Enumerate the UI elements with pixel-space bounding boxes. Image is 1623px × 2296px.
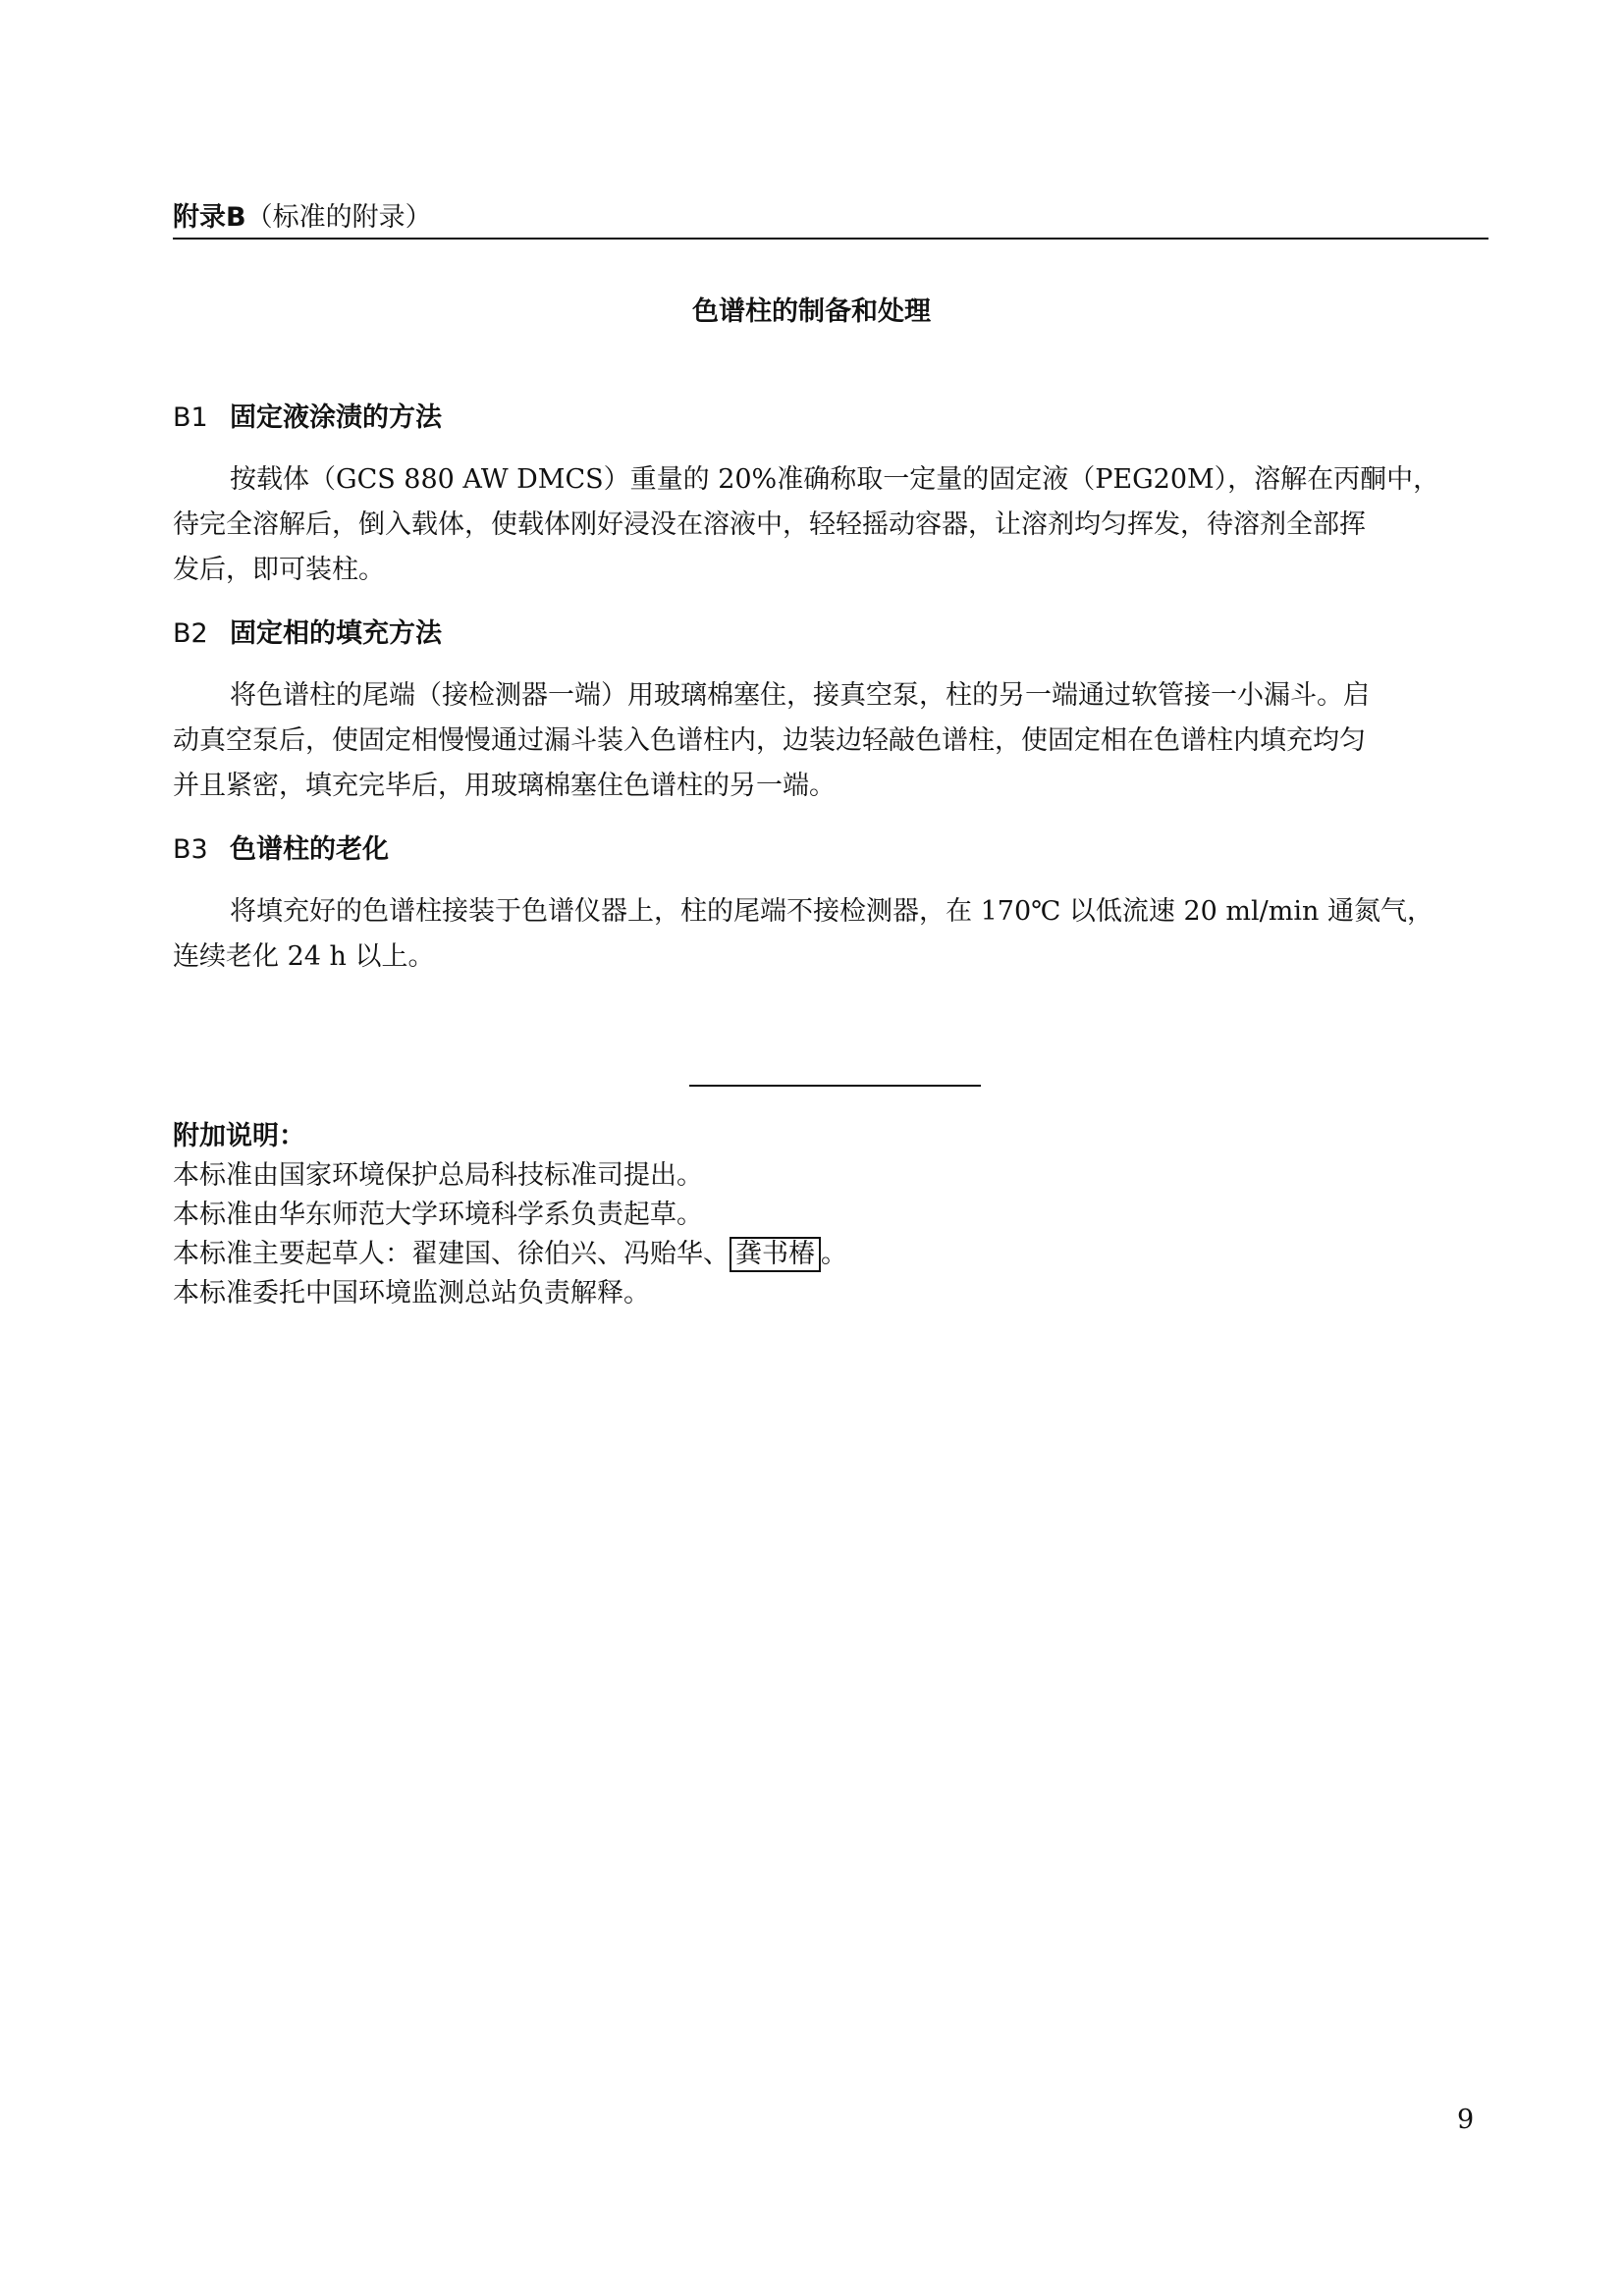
- drafters-text: 本标准主要起草人：翟建国、徐伯兴、冯贻华、: [173, 1239, 730, 1269]
- section-body-b3: [173, 889, 1488, 980]
- note-line: 本标准由华东师范大学环境科学系负责起草。: [173, 1200, 703, 1230]
- appendix-label: 附录B: [173, 202, 246, 233]
- body-line: 并且紧密，填充完毕后，用玻璃棉塞住色谱柱的另一端。: [173, 771, 836, 801]
- additional-notes-heading: 附加说明：: [173, 1121, 305, 1151]
- page-number: 9: [1457, 2105, 1475, 2135]
- note-line: 本标准委托中国环境监测总站负责解释。: [173, 1278, 650, 1308]
- body-line: 发后，即可装柱。: [173, 555, 385, 585]
- body-line: 按载体（GCS 880 AW DMCS）重量的 20%准确称取一定量的固定液（PEG20M），溶解在丙酮中，: [230, 464, 1440, 495]
- section-number: B1: [173, 402, 208, 433]
- boxed-name: 龚书椿: [730, 1237, 821, 1272]
- section-title: 色谱柱的老化: [230, 834, 389, 865]
- section-title: 固定液涂渍的方法: [230, 402, 442, 433]
- section-heading-b2: [173, 616, 442, 652]
- drafters-end: 。: [821, 1239, 847, 1269]
- section-title: 固定相的填充方法: [230, 618, 442, 649]
- section-body-b2: [173, 673, 1488, 809]
- note-line: 本标准由国家环境保护总局科技标准司提出。: [173, 1160, 703, 1191]
- end-rule: [689, 1085, 981, 1087]
- note-line-drafters: [173, 1235, 847, 1274]
- section-body-b1: [173, 457, 1488, 593]
- appendix-header: [173, 200, 432, 236]
- body-line: 将色谱柱的尾端（接检测器一端）用玻璃棉塞住，接真空泵，柱的另一端通过软管接一小漏斗。启: [230, 680, 1370, 711]
- header-rule: [173, 238, 1488, 240]
- appendix-type: （标准的附录）: [245, 202, 432, 233]
- section-heading-b1: [173, 400, 442, 436]
- section-number: B2: [173, 618, 208, 649]
- body-line: 连续老化 24 h 以上。: [173, 941, 435, 972]
- body-line: 动真空泵后，使固定相慢慢通过漏斗装入色谱柱内，边装边轻敲色谱柱，使固定相在色谱柱内填充均匀: [173, 725, 1366, 756]
- section-number: B3: [173, 834, 208, 865]
- body-line: 将填充好的色谱柱接装于色谱仪器上，柱的尾端不接检测器，在 170℃ 以低流速 20 ml/min 通氮气，: [230, 896, 1434, 927]
- document-title: 色谱柱的制备和处理: [692, 296, 931, 327]
- additional-notes: [173, 1156, 847, 1313]
- section-heading-b3: [173, 832, 389, 868]
- body-line: 待完全溶解后，倒入载体，使载体刚好浸没在溶液中，轻轻摇动容器，让溶剂均匀挥发，待溶剂全部挥: [173, 509, 1366, 540]
